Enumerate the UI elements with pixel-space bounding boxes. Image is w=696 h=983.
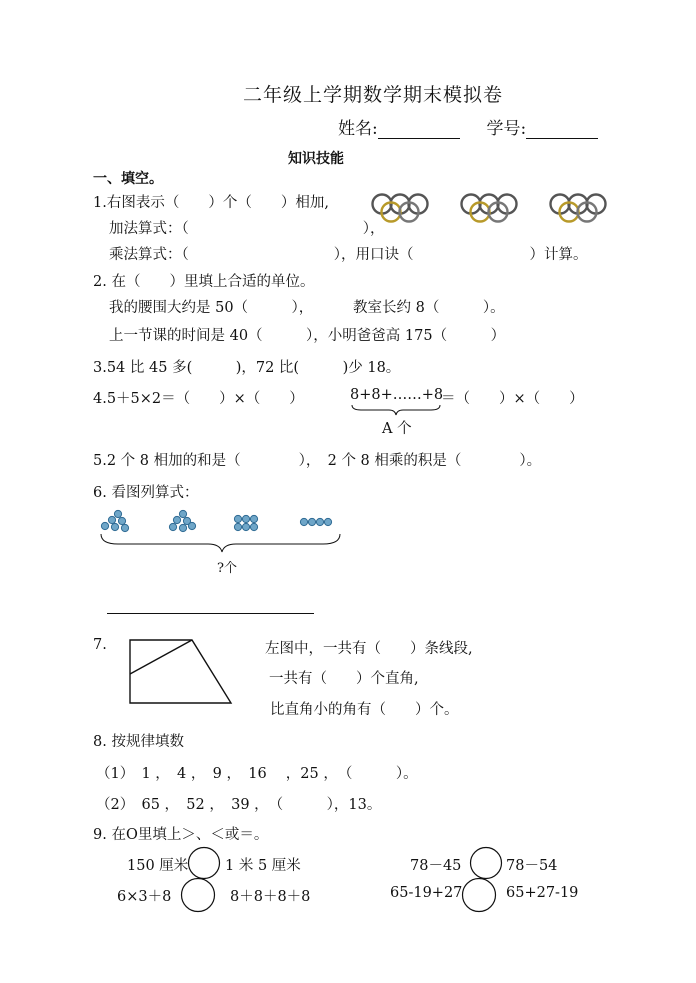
q1-line3: 乘法算式：（ ），用口诀（ ）计算。 [109, 247, 588, 263]
q6-dots-figure [98, 506, 348, 556]
q6-brace-label: ?个 [217, 561, 237, 576]
q4-part-b: ＝（ ）×（ ） [441, 391, 584, 407]
q9-item2-left: 78－45 [410, 858, 462, 874]
q9-item1-left: 150 厘米 [127, 858, 189, 874]
q4-expression: 8+8+……+8 [350, 387, 444, 403]
q8-line: 8. 按规律填数 [93, 734, 184, 750]
q9-item3-left: 6×3＋8 [117, 889, 172, 905]
q9-compare-circle-4[interactable] [461, 877, 497, 913]
q1-line1: 1.右图表示（ ）个（ ）相加, [93, 195, 329, 211]
q9-line: 9. 在O里填上＞、＜或＝。 [93, 827, 269, 843]
q8-sequence-1: （1） 1 ， 4 ， 9 ， 16 ，25 ， （ ）。 [96, 766, 418, 782]
q2-line2b: 教室长约 8（ ）。 [353, 300, 505, 316]
q4-brace-label: A 个 [382, 421, 412, 437]
rings-group-1 [370, 193, 436, 225]
section-heading: 知识技能 [288, 151, 344, 167]
q9-item4-right: 65+27-19 [506, 885, 579, 901]
q2-line3: 上一节课的时间是 40（ ），小明爸爸高 175（ ） [109, 328, 506, 344]
q9-compare-circle-3[interactable] [180, 877, 216, 913]
q2-line1: 2. 在（ ）里填上合适的单位。 [93, 274, 315, 290]
q9-compare-circle-2[interactable] [469, 846, 503, 880]
q9-item4-left: 65-19+27 [390, 885, 463, 901]
q3-line: 3.54 比 45 多( )，72 比( )少 18。 [93, 360, 401, 376]
q2-line2a: 我的腰围大约是 50（ ）， [109, 300, 314, 316]
id-blank[interactable] [526, 120, 598, 139]
q9-item2-right: 78－54 [506, 858, 558, 874]
page-title: 二年级上学期数学期末模拟卷 [243, 84, 504, 106]
q7-line1: 左图中，一共有（ ）条线段, [265, 641, 473, 657]
q5-line: 5.2 个 8 相加的和是（ ）， 2 个 8 相乘的积是（ ）。 [93, 453, 542, 469]
name-blank[interactable] [378, 120, 460, 139]
part-one-heading: 一、填空。 [93, 171, 163, 187]
q9-compare-circle-1[interactable] [187, 846, 221, 880]
q6-answer-line[interactable] [107, 613, 314, 614]
q7-line3: 比直角小的角有（ ）个。 [270, 702, 459, 718]
q1-line2: 加法算式：（ ）， [109, 221, 385, 237]
q6-line: 6. 看图列算式： [93, 485, 199, 501]
q4-part-a: 4.5＋5×2＝（ ）×（ ） [93, 391, 304, 407]
q7-number: 7. [93, 637, 107, 653]
rings-group-3 [548, 193, 614, 225]
q4-brace [351, 404, 441, 416]
student-info [338, 114, 598, 139]
rings-group-2 [459, 193, 525, 225]
q7-trapezoid-figure [128, 638, 234, 706]
q7-line2: 一共有（ ）个直角, [269, 671, 419, 687]
q9-item3-right: 8＋8＋8＋8 [230, 889, 311, 905]
q8-sequence-2: （2） 65 ， 52 ， 39 ， （ ），13。 [96, 797, 382, 813]
id-label: 学号: [486, 119, 527, 139]
q9-item1-right: 1 米 5 厘米 [225, 858, 301, 874]
name-label: 姓名: [338, 119, 378, 139]
